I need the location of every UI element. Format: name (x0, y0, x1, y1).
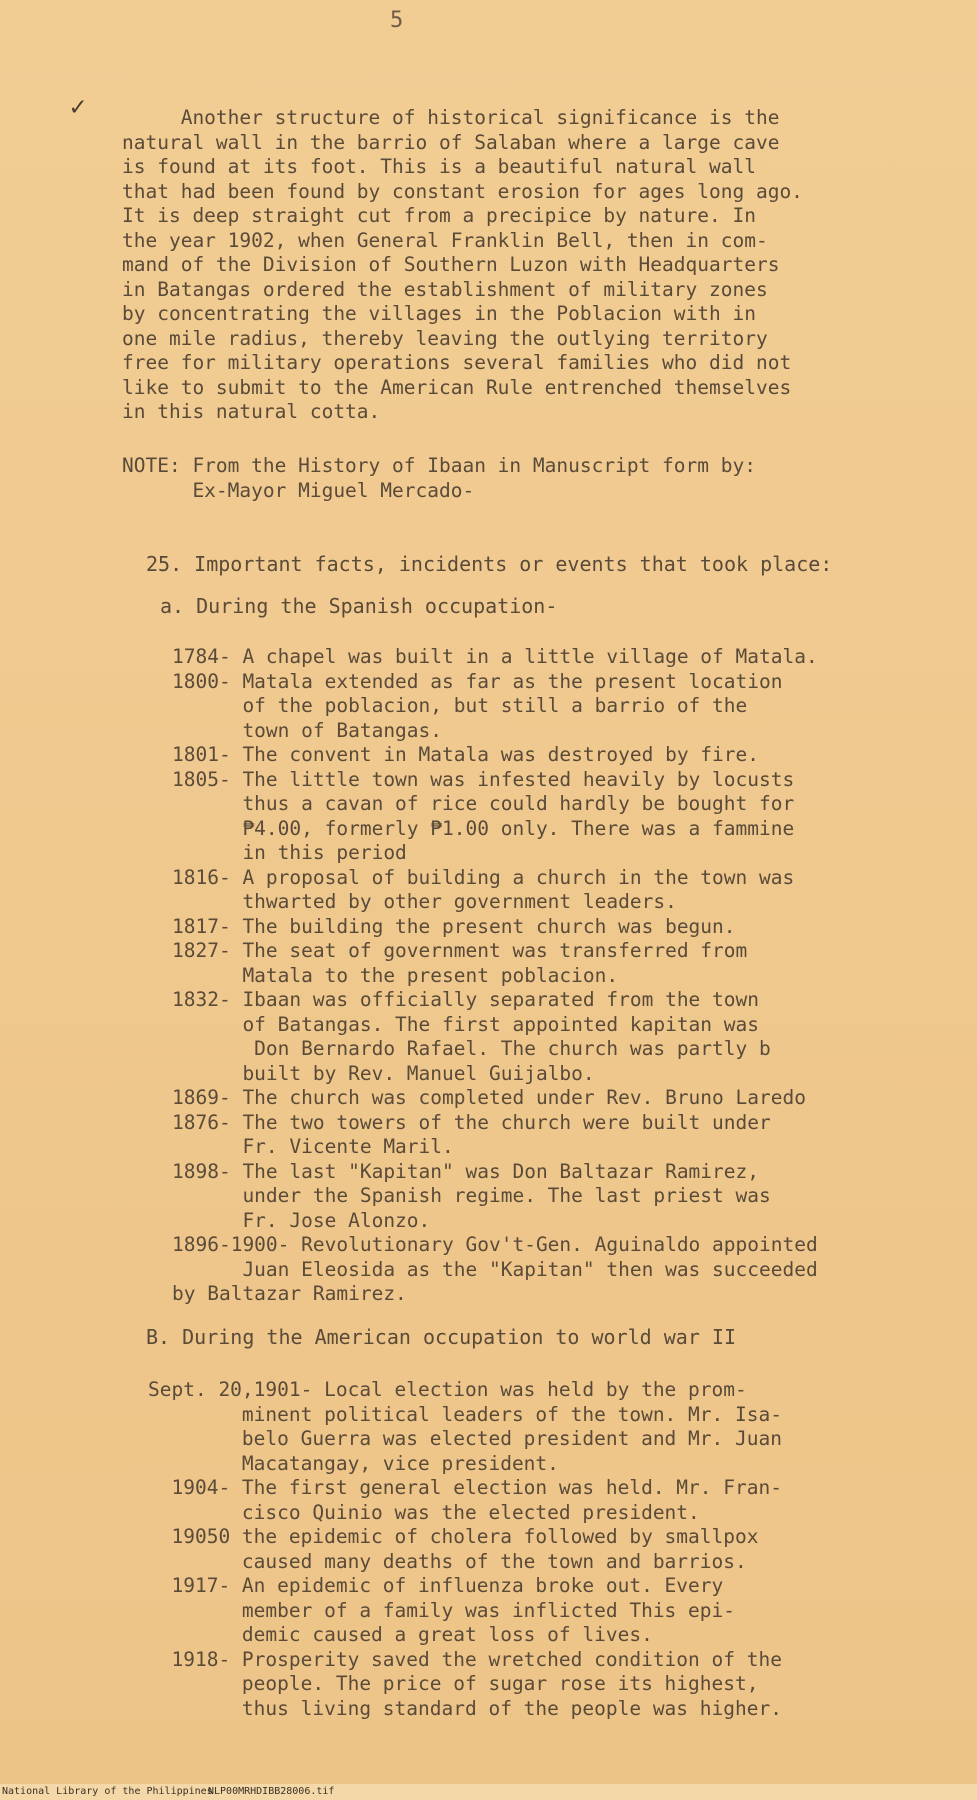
event-line: 1918- Prosperity saved the wretched condition of the (148, 1647, 782, 1671)
american-occupation-events (148, 1378, 782, 1721)
event-line: by Baltazar Ramirez. (172, 1282, 407, 1305)
event-line: 1817- The building the present church was begun. (172, 914, 736, 938)
paragraph-line: in Batangas ordered the establishment of military zones (122, 277, 768, 301)
event-line: 1800- Matala extended as far as the present location (172, 669, 783, 693)
event-line: 1898- The last "Kapitan" was Don Baltazar Ramirez, (172, 1159, 759, 1183)
event-line: demic caused a great loss of lives. (148, 1623, 653, 1646)
event-line: ₱4.00, formerly ₱1.00 only. There was a fammine (172, 816, 795, 840)
event-line: 1816- A proposal of building a church in the town was (172, 865, 795, 889)
event-line: 19050 the epidemic of cholera followed by smallpox (148, 1525, 759, 1548)
event-line: Matala to the present poblacion. (172, 963, 619, 987)
event-line: 1904- The first general election was held. Mr. Fran- (148, 1476, 782, 1499)
paragraph-line: that had been found by constant erosion for ages long ago. (122, 179, 803, 203)
event-line: 1917- An epidemic of influenza broke out. Every (148, 1574, 724, 1597)
event-entry (148, 1476, 782, 1525)
paragraph-line: natural wall in the barrio of Salaban where a large cave (122, 130, 780, 154)
event-line: built by Rev. Manuel Guijalbo. (172, 1061, 595, 1085)
event-entry (148, 1648, 782, 1722)
event-line: 1832- Ibaan was officially separated from the town (172, 988, 759, 1011)
event-line: belo Guerra was elected president and Mr. Juan (148, 1427, 782, 1450)
source-note (122, 454, 756, 503)
event-entry (172, 1086, 818, 1111)
event-line: cisco Quinio was the elected president. (148, 1500, 700, 1524)
event-line: Fr. Jose Alonzo. (172, 1208, 431, 1232)
page-number: 5 (390, 8, 404, 33)
file-name: NLP00MRHDIBB28006.tif (208, 1786, 335, 1797)
note-line: NOTE: From the History of Ibaan in Manuscript form by: (122, 454, 756, 477)
event-entry (148, 1378, 782, 1476)
event-entry (172, 743, 818, 768)
event-entry (172, 939, 818, 988)
paragraph-line: the year 1902, when General Franklin Bell, then in com- (122, 228, 768, 252)
event-entry (172, 915, 818, 940)
event-entry (172, 1233, 818, 1307)
event-line: of Batangas. The first appointed kapitan was (172, 1012, 759, 1036)
library-credit: National Library of the Philippines (2, 1786, 213, 1797)
event-line: thus a cavan of rice could hardly be bought for (172, 792, 795, 815)
event-line: Juan Eleosida as the "Kapitan" then was succeeded (172, 1257, 818, 1281)
paragraph-line: is found at its foot. This is a beautiful natural wall (122, 155, 756, 178)
check-mark: ✓ (70, 92, 86, 122)
event-line: caused many deaths of the town and barrios. (148, 1549, 747, 1573)
event-line: 1876- The two towers of the church were built under (172, 1110, 771, 1134)
event-entry (172, 645, 818, 670)
paragraph-line: mand of the Division of Southern Luzon with Headquarters (122, 253, 780, 276)
event-line: 1784- A chapel was built in a little village of Matala. (172, 645, 818, 668)
event-line: thwarted by other government leaders. (172, 890, 677, 913)
spanish-occupation-title: a. During the Spanish occupation- (160, 594, 558, 618)
note-line: Ex-Mayor Miguel Mercado- (122, 478, 475, 502)
event-entry (172, 988, 818, 1086)
event-line: of the poblacion, but still a barrio of the (172, 694, 748, 717)
event-line: thus living standard of the people was higher. (148, 1696, 782, 1720)
event-line: under the Spanish regime. The last priest was (172, 1184, 771, 1207)
scan-footer (0, 1784, 977, 1800)
paragraph-line: Another structure of historical significance is the (122, 106, 780, 129)
event-line: member of a family was inflicted This epi- (148, 1598, 735, 1622)
event-entry (172, 1111, 818, 1160)
event-line: Fr. Vicente Maril. (172, 1135, 454, 1158)
american-occupation-title: B. During the American occupation to world war II (146, 1325, 737, 1349)
spanish-occupation-events (172, 645, 818, 1307)
event-entry (172, 768, 818, 866)
event-entry (172, 1160, 818, 1234)
event-entry (148, 1525, 782, 1574)
event-line: in this period (172, 841, 407, 864)
event-line: 1896-1900- Revolutionary Gov't-Gen. Aguinaldo appointed (172, 1233, 818, 1256)
event-line: town of Batangas. (172, 718, 443, 742)
event-line: Macatangay, vice president. (148, 1451, 559, 1475)
event-entry (172, 866, 818, 915)
event-line: Don Bernardo Rafael. The church was partly b (172, 1037, 771, 1060)
event-line: people. The price of sugar rose its highest, (148, 1672, 759, 1695)
event-entry (148, 1574, 782, 1648)
paragraph-line: in this natural cotta. (122, 400, 381, 423)
event-line: 1869- The church was completed under Rev. Bruno Laredo (172, 1086, 806, 1109)
event-line: 1805- The little town was infested heavily by locusts (172, 767, 795, 791)
event-line: Sept. 20,1901- Local election was held by the prom- (148, 1378, 747, 1401)
event-line: 1827- The seat of government was transferred from (172, 939, 748, 962)
paragraph-line: one mile radius, thereby leaving the outlying territory (122, 326, 768, 350)
paragraph-line: free for military operations several families who did not (122, 351, 792, 374)
paragraph-line: It is deep straight cut from a precipice by nature. In (122, 204, 756, 227)
paragraph-line: like to submit to the American Rule entrenched themselves (122, 375, 792, 399)
event-entry (172, 670, 818, 744)
paragraph-line: by concentrating the villages in the Poblacion with in (122, 302, 756, 325)
history-paragraph (122, 106, 842, 425)
section-heading: 25. Important facts, incidents or events that took place: (146, 552, 833, 576)
event-line: 1801- The convent in Matala was destroyed by fire. (172, 743, 759, 766)
event-line: minent political leaders of the town. Mr. Isa- (148, 1402, 782, 1426)
